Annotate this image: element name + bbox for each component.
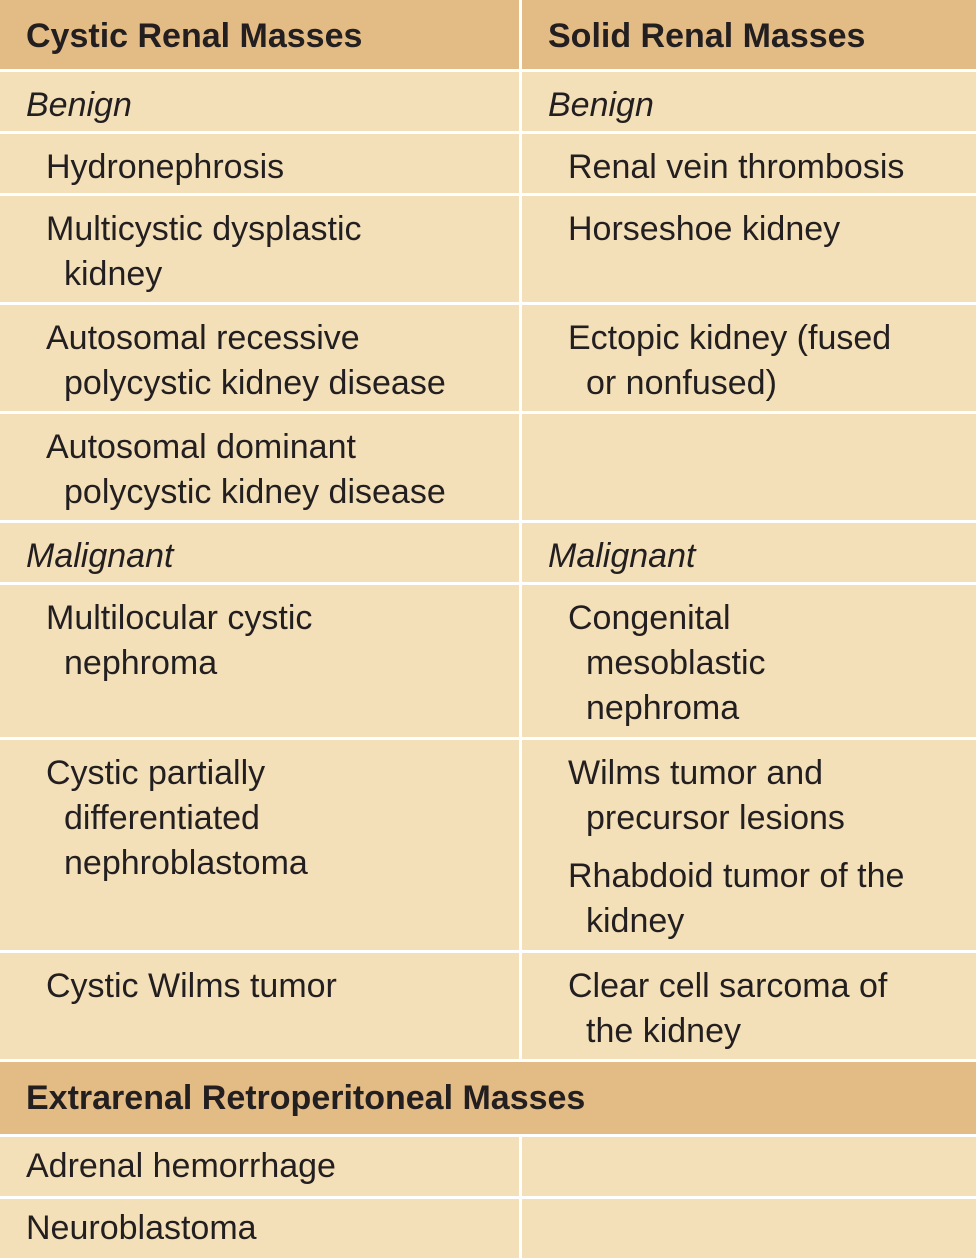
cell-line: Renal vein thrombosis — [568, 148, 905, 186]
cystic-benign-section: Benign — [0, 72, 519, 131]
solid-benign-section: Benign — [522, 72, 976, 131]
cell-line: polycystic kidney disease — [64, 473, 446, 511]
cell-line: Multicystic dysplastic — [46, 210, 362, 248]
table-cell — [522, 953, 976, 1059]
cell-line: the kidney — [586, 1012, 741, 1050]
cell-line: nephroblastoma — [64, 844, 308, 882]
cell-line: Hydronephrosis — [46, 148, 285, 186]
cell-line: differentiated — [64, 799, 260, 837]
cell-line: Cystic partially — [46, 754, 266, 792]
table-cell — [0, 414, 519, 520]
cell-line: Congenital — [568, 599, 731, 637]
cell-line: Ectopic kidney (fused — [568, 319, 892, 357]
table-cell — [0, 953, 519, 1059]
cell-line: mesoblastic — [586, 644, 766, 682]
table-cell — [0, 196, 519, 302]
cell-line: Clear cell sarcoma of — [568, 967, 888, 1005]
solid-malignant-section: Malignant — [522, 523, 976, 582]
empty-cell — [522, 414, 976, 520]
cell-line: Rhabdoid tumor of the — [568, 857, 905, 895]
cell-line: nephroma — [586, 689, 740, 727]
cell-line: Cystic Wilms tumor — [46, 967, 337, 1005]
cell-line: kidney — [64, 255, 163, 293]
table-cell — [0, 134, 519, 193]
cell-line: or nonfused) — [586, 364, 777, 402]
cell-line: kidney — [586, 902, 685, 940]
cell-line: Neuroblastoma — [26, 1209, 257, 1247]
table-cell — [0, 1137, 519, 1196]
cell-line: Adrenal hemorrhage — [26, 1147, 336, 1185]
cell-line: polycystic kidney disease — [64, 364, 446, 402]
extrarenal-header: Extrarenal Retroperitoneal Masses — [0, 1062, 976, 1134]
cell-line: Wilms tumor and — [568, 754, 824, 792]
table-cell — [0, 305, 519, 411]
cystic-header: Cystic Renal Masses — [0, 0, 519, 69]
cell-line: Autosomal dominant — [46, 428, 356, 466]
cell-line: precursor lesions — [586, 799, 845, 837]
cell-line: Multilocular cystic — [46, 599, 313, 637]
table-cell — [0, 585, 519, 737]
table-cell — [0, 1199, 519, 1258]
cystic-malignant-section: Malignant — [0, 523, 519, 582]
cell-line: Horseshoe kidney — [568, 210, 841, 248]
table-cell — [522, 305, 976, 411]
cell-line: Autosomal recessive — [46, 319, 360, 357]
table-cell — [522, 740, 976, 950]
cell-line: nephroma — [64, 644, 218, 682]
table-cell — [522, 585, 976, 737]
table-cell — [522, 134, 976, 193]
solid-header: Solid Renal Masses — [522, 0, 976, 69]
table-cell — [522, 196, 976, 302]
table-cell — [0, 740, 519, 950]
empty-cell — [522, 1199, 976, 1258]
empty-cell — [522, 1137, 976, 1196]
